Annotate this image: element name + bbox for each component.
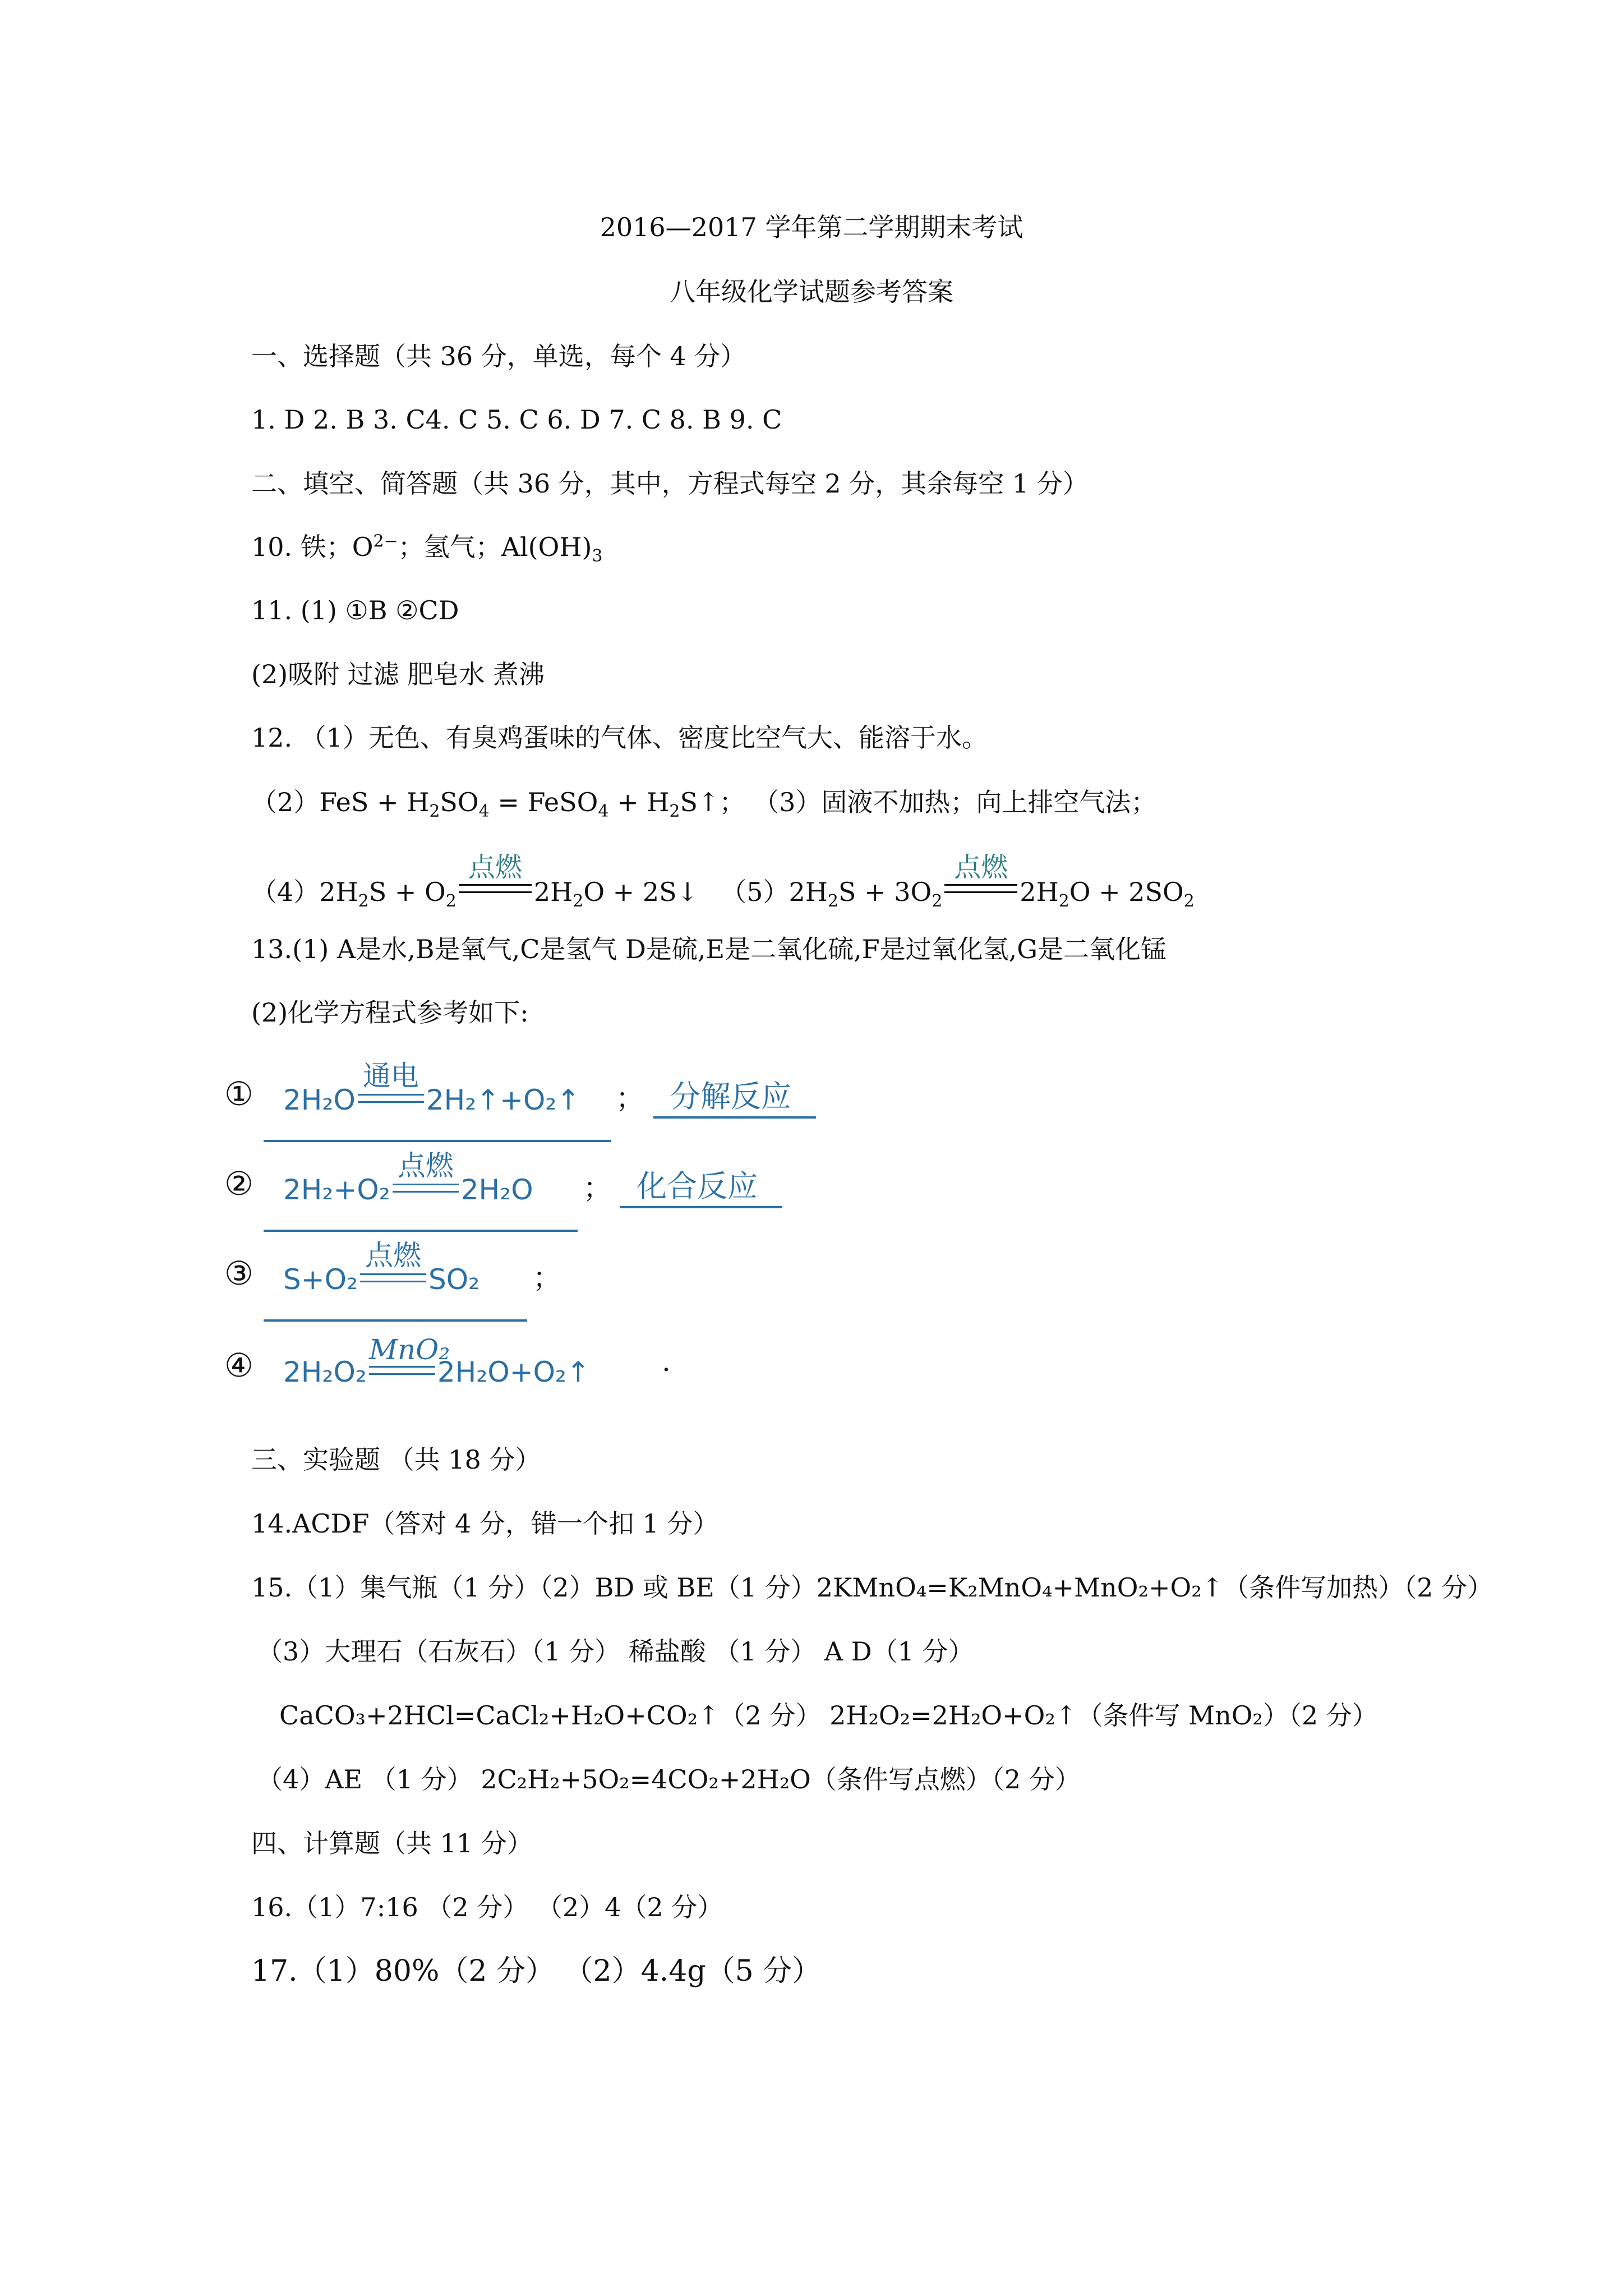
q10-text-b: ；氢气；Al(OH) [398,532,592,562]
eq4-number: ④ [224,1346,253,1384]
q12-2-sub-so4: 4 [478,802,490,822]
q10-answer [251,530,603,567]
eq1-number: ① [224,1075,253,1113]
section1-heading: 一、选择题（共 36 分，单选，每个 4 分） [251,341,746,371]
doc-title: 2016—2017 学年第二学期期末考试 [600,212,1023,242]
eq1-left: 2H₂O [283,1084,356,1116]
q12-2-a: （2）FeS + H [251,787,430,817]
q12-5-p-sub1: 2 [1058,891,1069,912]
eq1-cond-label: 通电 [362,1060,419,1092]
q12-2-d: + H [608,787,670,817]
q12-4-reactants [251,875,457,912]
q15-equations: CaCO₃+2HCl=CaCl₂+H₂O+CO₂↑（2 分） 2H₂O₂=2H₂O+O₂↑（条件写 MnO₂）（2 分） [279,1700,1378,1731]
q15-part3: （3）大理石（石灰石）（1 分） 稀盐酸 （1 分） A D（1 分） [257,1636,974,1667]
q16-answer: 16.（1）7:16 （2 分） （2）4（2 分） [251,1892,723,1922]
q12-5-p-b: O + 2SO [1069,877,1184,907]
eq1-semicolon: ； [616,1082,644,1115]
equal-sign [369,1366,435,1375]
q13-part2: (2)化学方程式参考如下: [251,997,529,1028]
eq4-condition [368,1333,450,1388]
eq2-right: 2H₂O [460,1174,533,1206]
eq2-number: ② [224,1165,253,1203]
eq4-left: 2H₂O₂ [283,1356,367,1388]
eq1-type-underline [653,1116,816,1119]
q15-part4: （4）AE （1 分） 2C₂H₂+5O₂=4CO₂+2H₂O（条件写点燃）（2 分） [257,1764,1081,1795]
q12-2-sub-feso4: 4 [598,802,609,822]
equal-sign [459,884,532,893]
eq1-reaction-type: 分解反应 [670,1079,791,1114]
eq2 [283,1149,533,1206]
eq2-condition [393,1149,459,1206]
q12-2-c: = FeSO [489,787,598,817]
q12-4-p-b: O + 2S↓ [583,877,699,907]
eq3-number: ③ [224,1254,253,1292]
eq1-right: 2H₂↑+O₂↑ [426,1084,580,1116]
q11-part2: (2)吸附 过滤 肥皂水 煮沸 [251,659,545,689]
doc-subtitle: 八年级化学试题参考答案 [670,277,953,307]
eq4 [283,1333,590,1388]
eq1-underline [264,1140,611,1142]
q12-4-sub2: 2 [445,891,457,912]
q10-text-a: 10. 铁；O [251,532,374,562]
eq3-condition [360,1239,426,1296]
eq2-reaction-type: 化合反应 [637,1168,758,1204]
q1-9-answers: 1. D 2. B 3. C4. C 5. C 6. D 7. C 8. B 9. C [251,404,782,435]
eq1 [283,1060,580,1116]
q12-4-products [533,875,699,912]
equal-sign [358,1094,424,1103]
q11-part1: 11. (1) ①B ②CD [251,595,459,625]
q12-4-p-sub: 2 [573,891,584,912]
equal-sign [360,1273,426,1282]
q12-5-a: （5）2H [721,877,828,907]
eq3-left: S+O₂ [283,1263,358,1296]
eq4-right: 2H₂O+O₂↑ [437,1356,590,1388]
eq3-underline [264,1319,527,1322]
q12-4-a: （4）2H [251,877,358,907]
q12-4-condition [459,852,532,909]
q12-part2 [251,785,1157,822]
eq3-cond-label: 点燃 [365,1239,422,1272]
q12-5-p-a: 2H [1020,877,1059,907]
q12-2-b: SO [440,787,479,817]
section4-heading: 四、计算题（共 11 分） [251,1828,533,1858]
q10-sup: 2− [373,531,398,551]
q12-5-sub1: 2 [827,891,838,912]
q12-2-sub-h: 2 [429,802,440,822]
eq3-semicolon: ； [533,1262,561,1294]
q13-part1: 13.(1) A是水,B是氧气,C是氢气 D是硫,E是二氧化硫,F是过氧化氢,G是二氧化锰 [251,934,1167,964]
equal-sign [393,1184,459,1193]
eq2-type-underline [620,1206,782,1208]
q12-5-b: S + 3O [838,877,932,907]
q14-answer: 14.ACDF（答对 4 分，错一个扣 1 分） [251,1508,719,1539]
eq2-underline [264,1230,578,1232]
q10-sub: 3 [592,546,603,567]
eq2-semicolon: ； [583,1172,611,1204]
q12-5-cond-label: 点燃 [954,852,1008,883]
section3-heading: 三、实验题 （共 18 分） [251,1444,541,1475]
q12-4-sub1: 2 [358,891,369,912]
equal-sign [944,884,1017,893]
q12-4-b: S + O [368,877,446,907]
q12-2-sub-h2s: 2 [669,802,680,822]
q12-2-e: S↑； （3）固液不加热；向上排空气法； [680,787,1157,817]
q12-part1: 12. （1）无色、有臭鸡蛋味的气体、密度比空气大、能溶于水。 [251,723,988,753]
q12-5-reactants [721,875,943,912]
eq4-period: . [662,1345,671,1378]
q12-5-sub2: 2 [932,891,943,912]
eq2-cond-label: 点燃 [397,1149,454,1182]
q15-part1-2: 15.（1）集气瓶（1 分）（2）BD 或 BE（1 分）2KMnO₄=K₂MnO₄+MnO₂+O₂↑（条件写加热）（2 分） [251,1572,1493,1603]
eq3-right: SO₂ [428,1263,480,1296]
eq4-cond-label: MnO₂ [368,1333,450,1366]
q12-4-p-a: 2H [533,877,573,907]
q12-5-products [1020,875,1195,912]
q17-answer: 17.（1）80%（2 分） （2）4.4g（5 分） [251,1954,822,1988]
eq3 [283,1239,480,1296]
eq1-condition [358,1060,424,1116]
q12-5-p-sub2: 2 [1183,891,1195,912]
q12-part4-5 [251,852,1195,912]
q12-5-condition [944,852,1017,909]
section2-heading: 二、填空、简答题（共 36 分，其中，方程式每空 2 分，其余每空 1 分） [251,468,1089,499]
q12-4-cond-label: 点燃 [468,852,522,883]
eq2-left: 2H₂+O₂ [283,1174,390,1206]
